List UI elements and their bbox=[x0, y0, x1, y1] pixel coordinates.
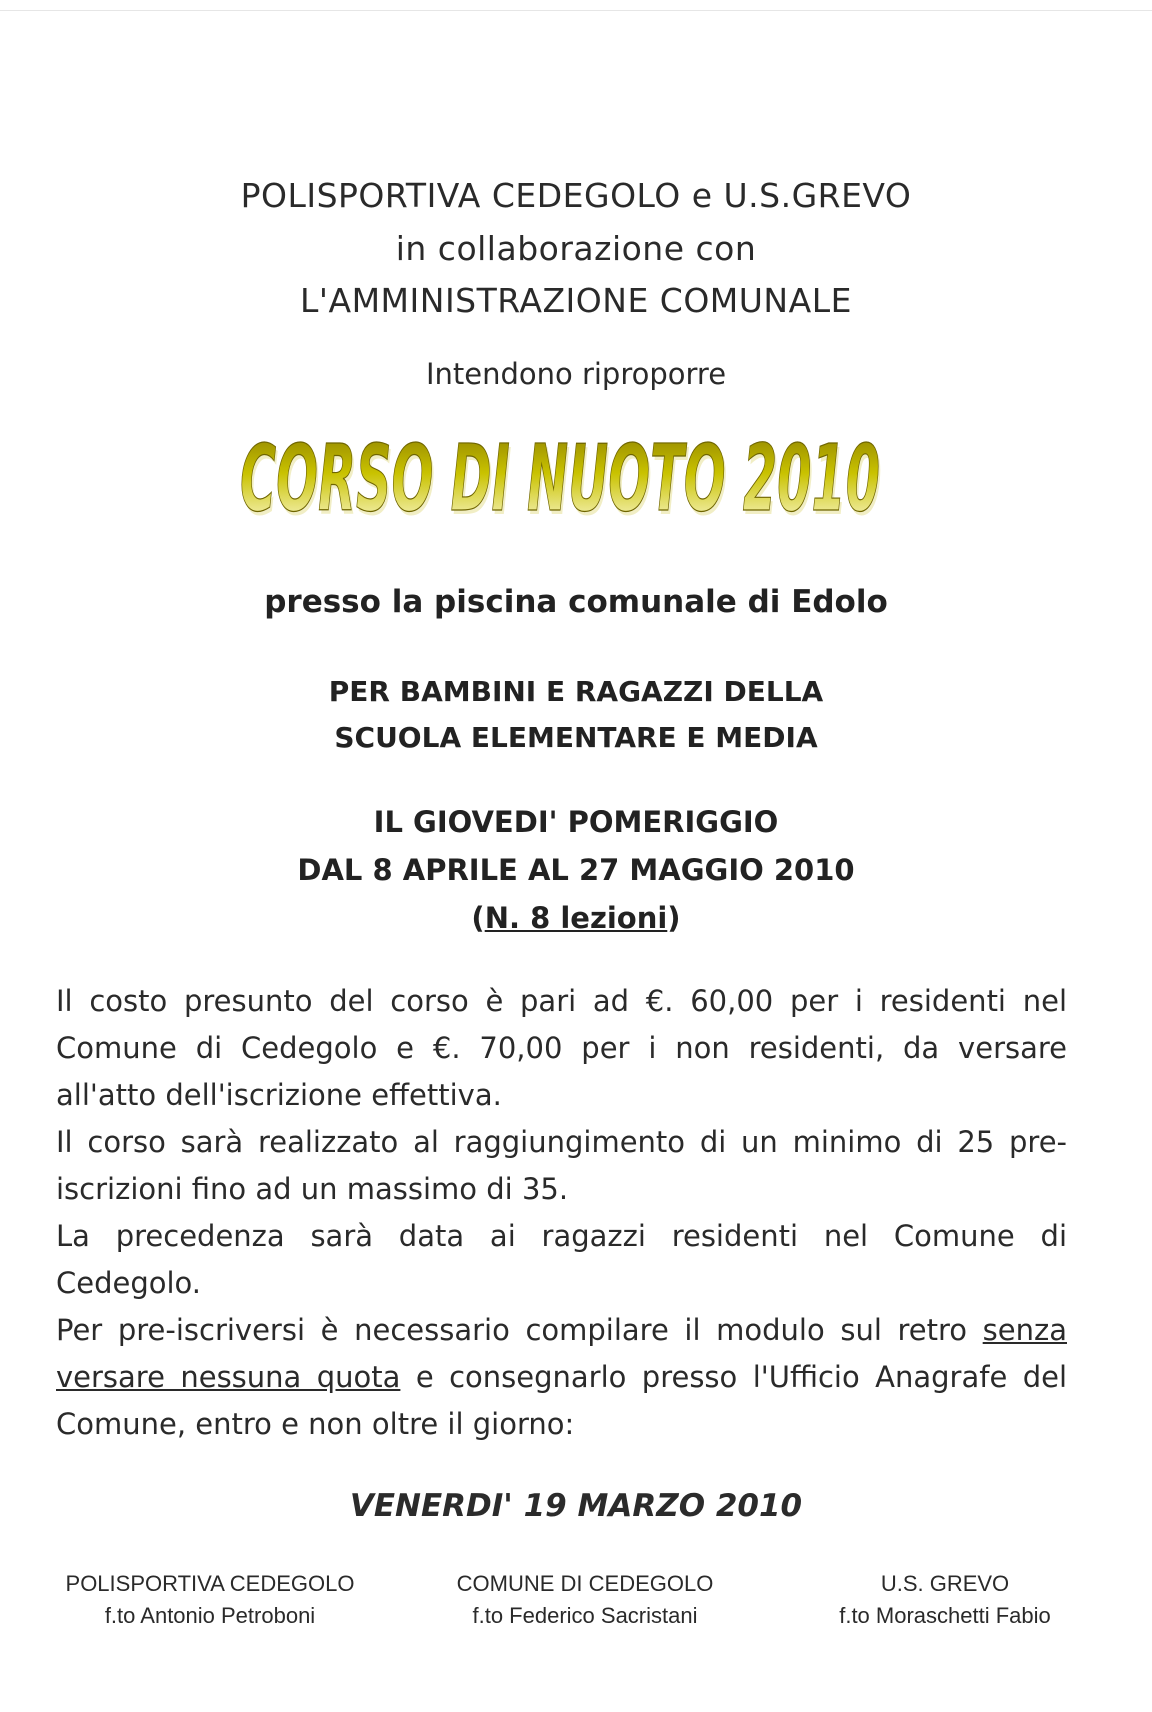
signature-org: U.S. GREVO bbox=[880, 1571, 1010, 1596]
course-title-shadow: CORSO DI NUOTO 2010 bbox=[242, 429, 882, 536]
info-body bbox=[56, 978, 1067, 1448]
organizers-heading: POLISPORTIVA CEDEGOLO e U.S.GREVO bbox=[240, 176, 912, 215]
location-line: presso la piscina comunale di Edolo bbox=[264, 584, 888, 620]
lessons-count: N. 8 lezioni bbox=[484, 901, 668, 935]
schedule-day: IL GIOVEDI' POMERIGGIO bbox=[373, 805, 779, 839]
intend-line: Intendono riproporre bbox=[425, 357, 727, 391]
lessons-open-paren: ( bbox=[471, 901, 485, 935]
lessons-line bbox=[0, 901, 1152, 935]
course-title-graphic bbox=[200, 418, 920, 548]
signature-signer: f.to Federico Sacristani bbox=[472, 1603, 698, 1628]
signature-org: POLISPORTIVA CEDEGOLO bbox=[65, 1571, 355, 1596]
administration-heading: L'AMMINISTRAZIONE COMUNALE bbox=[300, 281, 852, 320]
lessons-close-paren: ) bbox=[667, 901, 681, 935]
cost-paragraph: Il costo presunto del corso è pari ad €. 60,00 per i residenti nel Comune di Cedegolo e €. 70,00 per i non residenti, da versare all'atto dell'iscrizione effettiva. bbox=[56, 984, 1067, 1112]
priority-paragraph: La precedenza sarà data ai ragazzi residenti nel Comune di Cedegolo. bbox=[56, 1219, 1067, 1300]
signature-block bbox=[415, 1568, 755, 1632]
course-title-wordart bbox=[200, 418, 920, 548]
registration-paragraph bbox=[56, 1307, 1067, 1448]
signature-signer: f.to Moraschetti Fabio bbox=[839, 1603, 1051, 1628]
schedule-dates: DAL 8 APRILE AL 27 MAGGIO 2010 bbox=[297, 853, 855, 887]
course-title-text: CORSO DI NUOTO 2010 bbox=[240, 425, 880, 532]
audience-line-2: SCUOLA ELEMENTARE E MEDIA bbox=[334, 721, 818, 754]
signature-block bbox=[775, 1568, 1115, 1632]
audience-line-1: PER BAMBINI E RAGAZZI DELLA bbox=[328, 675, 824, 708]
signature-signer: f.to Antonio Petroboni bbox=[104, 1603, 316, 1628]
signature-block bbox=[40, 1568, 380, 1632]
scan-edge-line bbox=[0, 10, 1152, 11]
minimum-paragraph: Il corso sarà realizzato al raggiungimento di un minimo di 25 pre-iscrizioni fino ad un massimo di 35. bbox=[56, 1125, 1067, 1206]
registration-text-end: e consegnarlo presso l'Ufficio Anagrafe del Comune, entro e non oltre il giorno: bbox=[56, 1360, 1067, 1441]
registration-text-start: Per pre-iscriversi è necessario compilare il modulo sul retro bbox=[56, 1313, 983, 1347]
no-fee-underlined: senza versare nessuna quota bbox=[56, 1313, 1067, 1394]
collaboration-line: in collaborazione con bbox=[395, 229, 757, 268]
signature-org: COMUNE DI CEDEGOLO bbox=[456, 1571, 714, 1596]
deadline-date: VENERDI' 19 MARZO 2010 bbox=[349, 1488, 803, 1524]
